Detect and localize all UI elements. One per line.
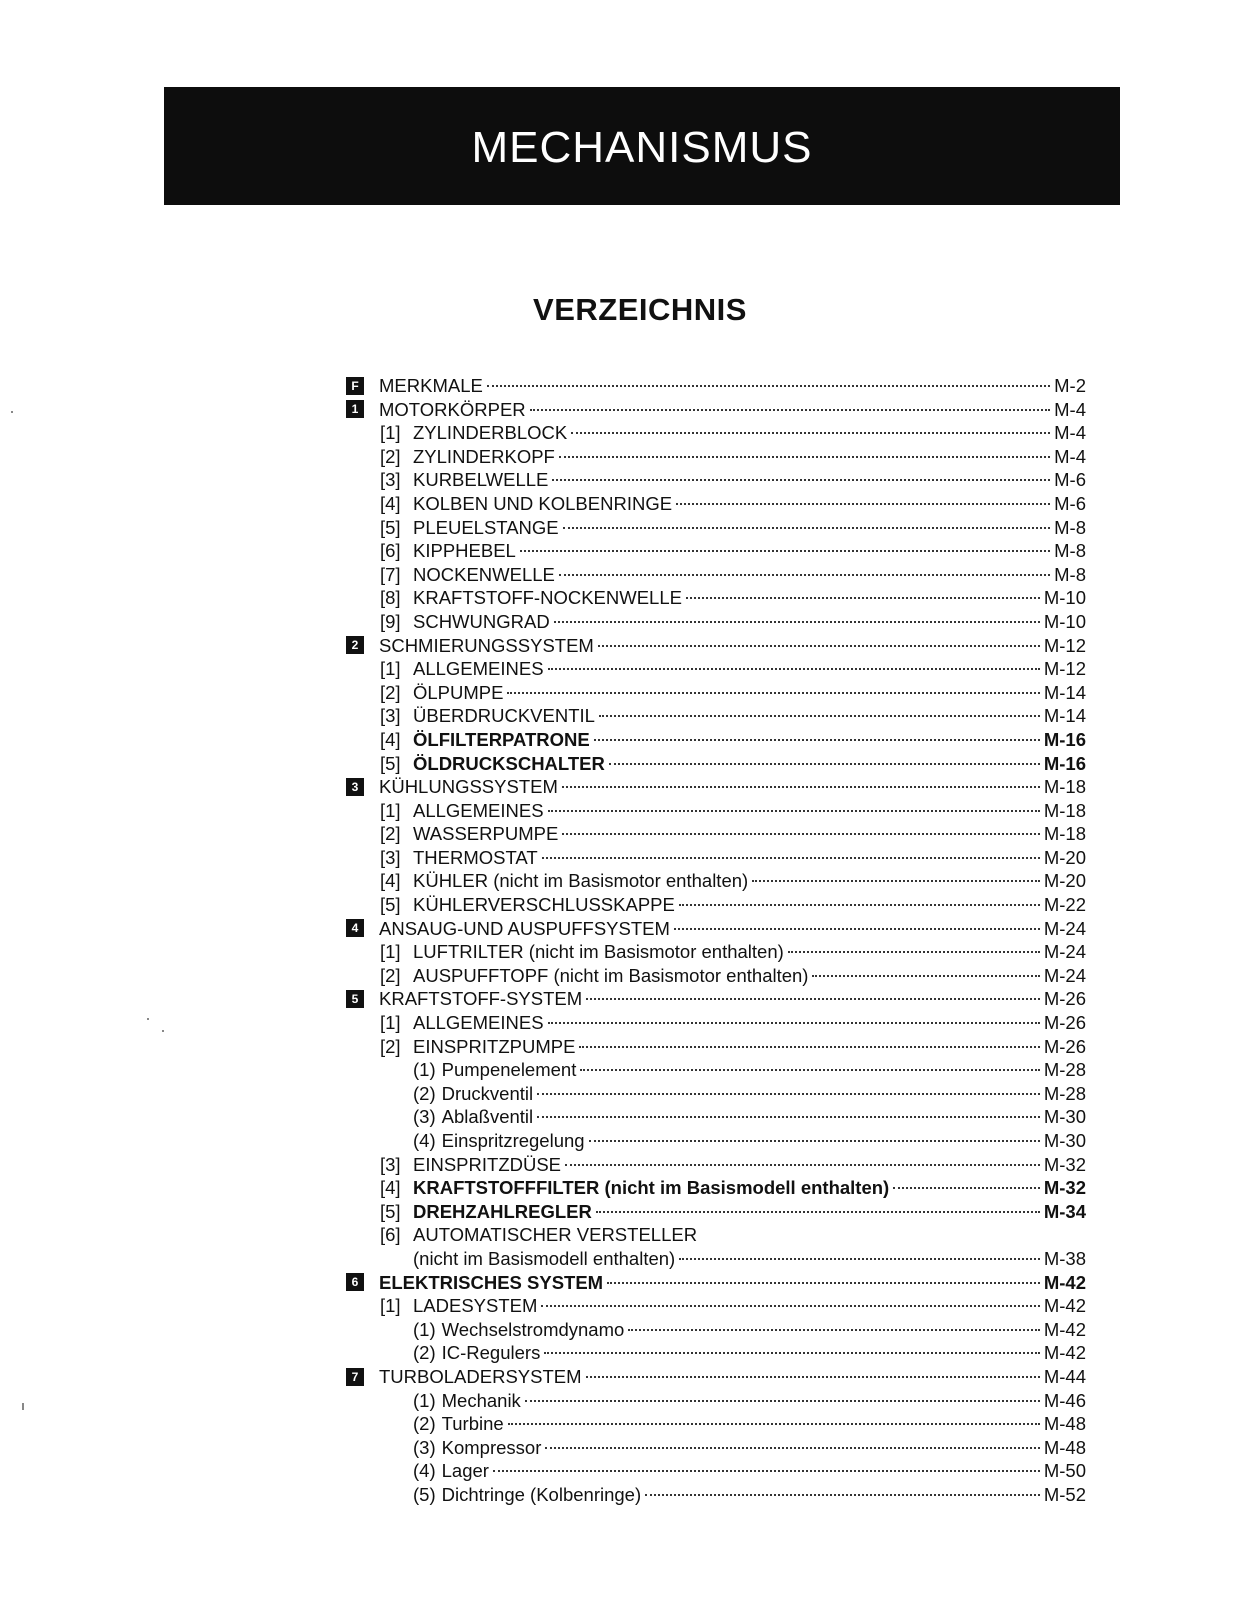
toc-subsection-entry: [346, 1153, 1086, 1177]
entry-number: (2): [413, 1082, 436, 1104]
toc-section-entry: [346, 634, 1086, 658]
page-number: M-16: [1043, 728, 1086, 750]
toc-subitem-entry: [346, 1459, 1086, 1483]
entry-number: [6]: [380, 1224, 401, 1246]
toc-subitem-entry: [346, 1129, 1086, 1153]
toc-subsection-entry: [346, 846, 1086, 870]
toc-subitem-entry: [346, 1058, 1086, 1082]
entry-label: NOCKENWELLE: [413, 563, 555, 585]
toc-subsection-entry: [346, 1223, 1086, 1247]
toc-section-entry: [346, 1271, 1086, 1295]
page-number: M-6: [1054, 492, 1086, 514]
page-number: M-42: [1043, 1342, 1086, 1364]
entry-label: THERMOSTAT: [413, 846, 538, 868]
dot-leader: [493, 1470, 1040, 1472]
dot-leader: [674, 928, 1040, 930]
entry-number: [2]: [380, 445, 401, 467]
entry-label: KIPPHEBEL: [413, 540, 516, 562]
entry-label: ANSAUG-UND AUSPUFFSYSTEM: [379, 917, 670, 939]
section-marker: F: [346, 377, 364, 395]
section-marker: 4: [346, 919, 364, 937]
toc-subsection-entry: [346, 799, 1086, 823]
table-of-contents: [346, 374, 1086, 1507]
dot-leader: [548, 1022, 1040, 1024]
entry-number: (5): [413, 1483, 436, 1505]
entry-label: ÜBERDRUCKVENTIL: [413, 705, 595, 727]
toc-subsection-entry: [346, 586, 1086, 610]
page-number: M-18: [1043, 776, 1086, 798]
entry-label: ÖLFILTERPATRONE: [413, 728, 590, 750]
entry-label: ZYLINDERKOPF: [413, 445, 555, 467]
entry-label: ZYLINDERBLOCK: [413, 422, 568, 444]
entry-label: Turbine: [441, 1413, 504, 1435]
page-number: M-8: [1054, 540, 1086, 562]
entry-label: ELEKTRISCHES SYSTEM: [379, 1271, 604, 1293]
scan-speck: [162, 1030, 164, 1032]
page-number: M-4: [1054, 445, 1086, 467]
page-title: MECHANISMUS: [471, 123, 813, 172]
entry-label: Mechanik: [441, 1389, 521, 1411]
entry-label: PLEUELSTANGE: [413, 516, 559, 538]
page-number: M-8: [1054, 563, 1086, 585]
dot-leader: [628, 1329, 1040, 1331]
page-number: M-18: [1043, 799, 1086, 821]
dot-leader: [507, 692, 1039, 694]
entry-label: LADESYSTEM: [413, 1295, 538, 1317]
entry-number: (2): [413, 1342, 436, 1364]
toc-subsection-entry: [346, 1200, 1086, 1224]
dot-leader: [580, 1069, 1039, 1071]
dot-leader: [544, 1352, 1040, 1354]
entry-number: [7]: [380, 563, 401, 585]
entry-number: [2]: [380, 823, 401, 845]
toc-subsection-entry: [346, 445, 1086, 469]
entry-number: [4]: [380, 728, 401, 750]
entry-label: KÜHLER (nicht im Basismotor enthalten): [413, 870, 749, 892]
page-number: M-6: [1054, 469, 1086, 491]
entry-number: [5]: [380, 894, 401, 916]
page-number: M-48: [1043, 1436, 1086, 1458]
section-heading: VERZEICHNIS: [533, 292, 747, 327]
dot-leader: [563, 527, 1050, 529]
entry-label: IC-Regulers: [441, 1342, 541, 1364]
entry-number: (1): [413, 1318, 436, 1340]
dot-leader: [565, 1164, 1040, 1166]
toc-subsection-entry: [346, 752, 1086, 776]
entry-label: LUFTRILTER (nicht im Basismotor enthalten): [413, 941, 784, 963]
toc-subsection-entry: [346, 1176, 1086, 1200]
entry-number: (2): [413, 1413, 436, 1435]
page-number: M-28: [1043, 1059, 1086, 1081]
dot-leader: [562, 833, 1040, 835]
dot-leader: [545, 1447, 1039, 1449]
dot-leader: [559, 456, 1050, 458]
dot-leader: [679, 904, 1040, 906]
entry-number: [3]: [380, 846, 401, 868]
entry-label: DREHZAHLREGLER: [413, 1200, 592, 1222]
page-number: M-52: [1043, 1483, 1086, 1505]
section-marker: 2: [346, 636, 364, 654]
toc-section-entry: [346, 917, 1086, 941]
entry-number: [5]: [380, 1200, 401, 1222]
entry-number: (1): [413, 1059, 436, 1081]
section-marker: 1: [346, 400, 364, 418]
entry-label: ALLGEMEINES: [413, 1012, 544, 1034]
dot-leader: [562, 786, 1040, 788]
entry-label: Ablaßventil: [441, 1106, 534, 1128]
dot-leader: [542, 857, 1040, 859]
title-banner: [164, 87, 1120, 205]
entry-label: SCHMIERUNGSSYSTEM: [379, 634, 594, 656]
entry-number: [3]: [380, 1153, 401, 1175]
dot-leader: [788, 951, 1040, 953]
entry-label: KRAFTSTOFF-SYSTEM: [379, 988, 583, 1010]
entry-label: AUTOMATISCHER VERSTELLER: [413, 1224, 698, 1246]
page-number: M-4: [1054, 398, 1086, 420]
entry-number: [5]: [380, 752, 401, 774]
page-number: M-8: [1054, 516, 1086, 538]
dot-leader: [537, 1093, 1040, 1095]
entry-label: KRAFTSTOFF-NOCKENWELLE: [413, 587, 682, 609]
page-number: M-32: [1043, 1177, 1086, 1199]
toc-subsection-entry: [346, 940, 1086, 964]
toc-section-entry: [346, 1365, 1086, 1389]
dot-leader: [571, 432, 1050, 434]
toc-subitem-entry: [346, 1412, 1086, 1436]
entry-label: ÖLPUMPE: [413, 681, 504, 703]
entry-number: (4): [413, 1130, 436, 1151]
scan-speck: [11, 411, 13, 413]
dot-leader: [607, 1282, 1040, 1284]
dot-leader: [559, 574, 1050, 576]
entry-label: KOLBEN UND KOLBENRINGE: [413, 492, 673, 514]
entry-label: MOTORKÖRPER: [379, 398, 526, 420]
entry-number: [8]: [380, 587, 401, 609]
toc-section-entry: [346, 374, 1086, 398]
entry-label: Kompressor: [441, 1436, 542, 1458]
dot-leader: [548, 810, 1040, 812]
toc-subitem-entry: [346, 1389, 1086, 1413]
section-marker: 5: [346, 990, 364, 1008]
page-number: M-12: [1043, 634, 1086, 656]
toc-subsection-entry: [346, 1035, 1086, 1059]
toc-subitem-entry: [346, 1483, 1086, 1507]
toc-subitem-entry: [346, 1341, 1086, 1365]
toc-subsection-entry: [346, 1011, 1086, 1035]
toc-subsection-entry: [346, 869, 1086, 893]
toc-subsection-entry: [346, 1294, 1086, 1318]
toc-subsection-entry: [346, 492, 1086, 516]
page-number: M-20: [1043, 870, 1086, 892]
dot-leader: [508, 1423, 1040, 1425]
page-number: M-2: [1054, 375, 1086, 396]
page-number: M-26: [1043, 988, 1086, 1010]
entry-label: KURBELWELLE: [413, 469, 549, 491]
toc-subsection-entry: [346, 964, 1086, 988]
page-number: M-22: [1043, 894, 1086, 916]
page-number: M-14: [1043, 681, 1086, 703]
entry-label: MERKMALE: [379, 375, 483, 396]
page-number: M-32: [1043, 1153, 1086, 1175]
page-number: M-34: [1043, 1200, 1086, 1222]
entry-number: [6]: [380, 540, 401, 562]
page-number: M-42: [1043, 1295, 1086, 1317]
entry-number: [4]: [380, 492, 401, 514]
dot-leader: [645, 1494, 1040, 1496]
entry-label: Pumpenelement: [441, 1059, 577, 1081]
entry-label: (nicht im Basismodell enthalten): [413, 1247, 676, 1269]
toc-section-entry: [346, 987, 1086, 1011]
scan-speck: [147, 1018, 149, 1020]
toc-subsection-entry: [346, 468, 1086, 492]
entry-label: Wechselstromdynamo: [441, 1318, 625, 1340]
entry-label: KÜHLERVERSCHLUSSKAPPE: [413, 894, 675, 916]
dot-leader: [609, 763, 1040, 765]
entry-label: AUSPUFFTOPF (nicht im Basismotor enthalten): [413, 964, 809, 986]
page-number: M-42: [1043, 1318, 1086, 1340]
toc-subitem-entry: [346, 1105, 1086, 1129]
page-number: M-46: [1043, 1389, 1086, 1411]
page-number: M-16: [1043, 752, 1086, 774]
entry-label: EINSPRITZDÜSE: [413, 1153, 562, 1175]
entry-label: Lager: [441, 1460, 489, 1482]
dot-leader: [594, 739, 1040, 741]
toc-subsection-entry: [346, 563, 1086, 587]
page-number: M-44: [1043, 1365, 1086, 1387]
entry-label: ALLGEMEINES: [413, 658, 544, 680]
entry-number: [1]: [380, 941, 401, 963]
entry-label: EINSPRITZPUMPE: [413, 1035, 576, 1057]
section-marker: 3: [346, 778, 364, 796]
dot-leader: [598, 645, 1040, 647]
dot-leader: [554, 621, 1040, 623]
toc-subsection-entry: [346, 822, 1086, 846]
entry-label: SCHWUNGRAD: [413, 610, 550, 632]
page-number: M-24: [1043, 917, 1086, 939]
page-number: M-50: [1043, 1460, 1086, 1482]
entry-number: [1]: [380, 799, 401, 821]
dot-leader: [599, 715, 1040, 717]
page-number: M-38: [1043, 1247, 1086, 1269]
dot-leader: [679, 1258, 1040, 1260]
dot-leader: [520, 550, 1050, 552]
entry-label: KÜHLUNGSSYSTEM: [379, 776, 558, 798]
dot-leader: [586, 998, 1040, 1000]
entry-label: Dichtringe (Kolbenringe): [441, 1483, 642, 1505]
page-number: M-10: [1043, 610, 1086, 632]
entry-label: WASSERPUMPE: [413, 823, 559, 845]
toc-section-entry: [346, 398, 1086, 422]
page-number: M-28: [1043, 1082, 1086, 1104]
section-marker: 7: [346, 1368, 364, 1386]
dot-leader: [676, 503, 1050, 505]
toc-subsection-entry: [346, 728, 1086, 752]
dot-leader: [589, 1140, 1040, 1142]
scan-speck: [22, 1403, 24, 1410]
toc-subsection-entry: [346, 610, 1086, 634]
page-number: M-18: [1043, 823, 1086, 845]
page-number: M-26: [1043, 1012, 1086, 1034]
page-number: M-26: [1043, 1035, 1086, 1057]
entry-label: Einspritzregelung: [441, 1130, 585, 1151]
entry-number: (3): [413, 1436, 436, 1458]
dot-leader: [893, 1187, 1040, 1189]
toc-continuation-line: [346, 1247, 1086, 1271]
page-number: M-20: [1043, 846, 1086, 868]
dot-leader: [487, 385, 1050, 387]
page-number: M-48: [1043, 1413, 1086, 1435]
dot-leader: [537, 1116, 1040, 1118]
entry-number: (4): [413, 1460, 436, 1482]
dot-leader: [752, 880, 1040, 882]
entry-number: [2]: [380, 1035, 401, 1057]
entry-label: KRAFTSTOFFFILTER (nicht im Basismodell enthalten): [413, 1177, 890, 1199]
page-number: M-24: [1043, 964, 1086, 986]
entry-number: [2]: [380, 681, 401, 703]
entry-number: [2]: [380, 964, 401, 986]
entry-number: [3]: [380, 469, 401, 491]
entry-number: [4]: [380, 870, 401, 892]
toc-subitem-entry: [346, 1318, 1086, 1342]
section-marker: 6: [346, 1273, 364, 1291]
dot-leader: [586, 1376, 1040, 1378]
dot-leader: [530, 409, 1050, 411]
page-number: M-12: [1043, 658, 1086, 680]
toc-section-entry: [346, 775, 1086, 799]
entry-number: [5]: [380, 516, 401, 538]
entry-number: [1]: [380, 1012, 401, 1034]
entry-label: TURBOLADERSYSTEM: [379, 1365, 582, 1387]
dot-leader: [812, 975, 1039, 977]
toc-subsection-entry: [346, 421, 1086, 445]
entry-number: [1]: [380, 422, 401, 444]
toc-subsection-entry: [346, 893, 1086, 917]
entry-number: [9]: [380, 610, 401, 632]
toc-subsection-entry: [346, 539, 1086, 563]
page-number: M-30: [1043, 1106, 1086, 1128]
dot-leader: [541, 1305, 1039, 1307]
entry-number: (1): [413, 1389, 436, 1411]
page-number: M-10: [1043, 587, 1086, 609]
entry-number: [1]: [380, 658, 401, 680]
toc-subsection-entry: [346, 657, 1086, 681]
entry-number: [1]: [380, 1295, 401, 1317]
entry-number: [4]: [380, 1177, 401, 1199]
page-number: M-24: [1043, 941, 1086, 963]
dot-leader: [525, 1400, 1040, 1402]
page-number: M-14: [1043, 705, 1086, 727]
dot-leader: [579, 1046, 1039, 1048]
toc-subsection-entry: [346, 516, 1086, 540]
entry-number: (3): [413, 1106, 436, 1128]
entry-label: ALLGEMEINES: [413, 799, 544, 821]
dot-leader: [596, 1211, 1040, 1213]
entry-label: ÖLDRUCKSCHALTER: [413, 752, 605, 774]
toc-subitem-entry: [346, 1082, 1086, 1106]
dot-leader: [686, 597, 1040, 599]
toc-subsection-entry: [346, 704, 1086, 728]
entry-label: Druckventil: [441, 1082, 534, 1104]
toc-subsection-entry: [346, 681, 1086, 705]
entry-number: [3]: [380, 705, 401, 727]
page-number: M-4: [1054, 422, 1086, 444]
toc-subitem-entry: [346, 1436, 1086, 1460]
page-number: M-30: [1043, 1130, 1086, 1151]
dot-leader: [548, 668, 1040, 670]
page-number: M-42: [1043, 1271, 1086, 1293]
dot-leader: [552, 479, 1050, 481]
